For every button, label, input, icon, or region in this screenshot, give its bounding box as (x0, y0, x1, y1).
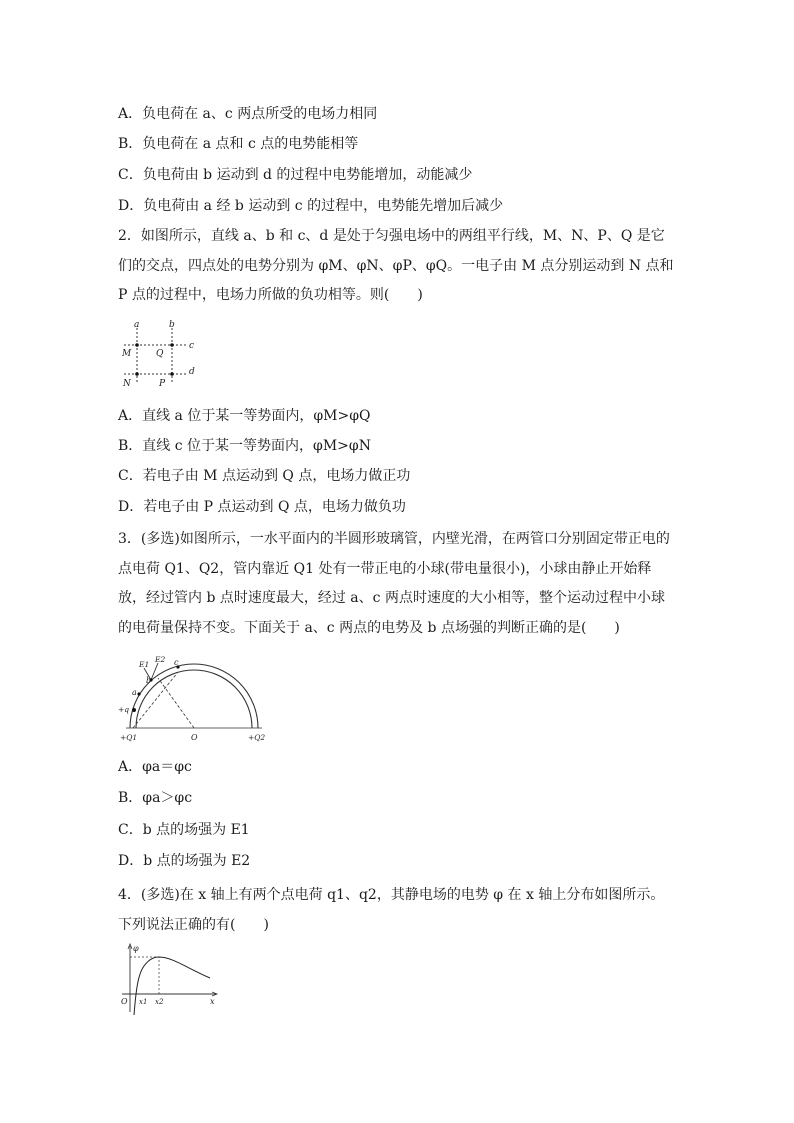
q2-option-d: D．若电子由 P 点运动到 Q 点，电场力做负功 (118, 499, 406, 515)
q3-figure (112, 654, 270, 746)
label-N: N (123, 379, 131, 389)
label-E2: E2 (155, 655, 166, 664)
tube-outer-arc (130, 664, 258, 728)
small-ball (132, 708, 136, 712)
q3-option-a: A．φa＝φc (118, 759, 192, 775)
point-a (137, 692, 140, 695)
label-M: M (122, 349, 132, 359)
q1-option-b: B．负电荷在 a 点和 c 点的电势能相等 (118, 136, 359, 152)
label-O: O (121, 997, 128, 1006)
point-P (170, 372, 174, 376)
point-Q (170, 343, 174, 347)
label-P: P (159, 379, 166, 389)
label-q: +q (118, 705, 130, 714)
label-b: b (169, 320, 175, 330)
q2-stem: 2．如图所示，直线 a、b 和 c、d 是处于匀强电场中的两组平行线，M、N、P、Q 是它们的交点，四点处的电势分别为 φM、φN、φP、φQ。一电子由 M 点分别运动到 N 点和 P 点的过程中，电场力所做的负功相等。则( ) (118, 228, 674, 303)
q2-option-c: C．若电子由 M 点运动到 Q 点，电场力做正功 (118, 468, 411, 484)
label-b: b (146, 676, 152, 685)
label-a: a (132, 688, 137, 697)
dashed-radius (158, 678, 194, 728)
q3-option-b: B．φa＞φc (118, 790, 193, 806)
q2-option-a: A．直线 a 位于某一等势面内，φM>φQ (118, 408, 371, 424)
q1-option-c: C．负电荷由 b 运动到 d 的过程中电势能增加，动能减少 (118, 167, 473, 183)
q1-option-a: A．负电荷在 a、c 两点所受的电场力相同 (118, 106, 378, 122)
point-N (135, 372, 139, 376)
label-Q2: +Q2 (248, 733, 266, 742)
label-Q: Q (156, 349, 164, 359)
q2-figure (112, 318, 212, 394)
label-x1: x1 (139, 998, 148, 1006)
label-a: a (134, 320, 140, 330)
q4-stem: 4．(多选)在 x 轴上有两个点电荷 q1、q2，其静电场的电势 φ 在 x 轴上分布如图所示。下列说法正确的有( ) (118, 887, 665, 933)
point-M (135, 343, 139, 347)
label-O: O (191, 733, 198, 742)
potential-curve (134, 957, 210, 1015)
q4-figure (112, 940, 222, 1016)
q2-option-b: B．直线 c 位于某一等势面内，φM>φN (118, 438, 371, 454)
label-c: c (189, 341, 195, 351)
label-d: d (189, 367, 195, 377)
q3-stem: 3．(多选)如图所示，一水平面内的半圆形玻璃管，内壁光滑，在两管口分别固定带正电的点电荷 Q1、Q2，管内靠近 Q1 处有一带正电的小球(带电量很小)，小球由静止开始释放，经过管内 b 点时速度最大，经过 a、c 两点时速度的大小相等，整个运动过程中小球的电荷量保持不变。下面关于 a、c 两点的电势及 b 点场强的判断正确的是( ) (118, 531, 670, 636)
q3-option-d: D．b 点的场强为 E2 (118, 853, 251, 869)
label-phi: φ (133, 944, 139, 953)
label-x2: x2 (155, 998, 164, 1006)
label-E1: E1 (139, 660, 150, 669)
label-x: x (210, 997, 215, 1006)
dashed-line (133, 672, 178, 728)
q1-option-d: D．负电荷由 a 经 b 运动到 c 的过程中，电势能先增加后减少 (118, 198, 504, 214)
label-c: c (174, 658, 179, 667)
q3-option-c: C．b 点的场强为 E1 (118, 822, 250, 838)
label-Q1: +Q1 (120, 733, 138, 742)
